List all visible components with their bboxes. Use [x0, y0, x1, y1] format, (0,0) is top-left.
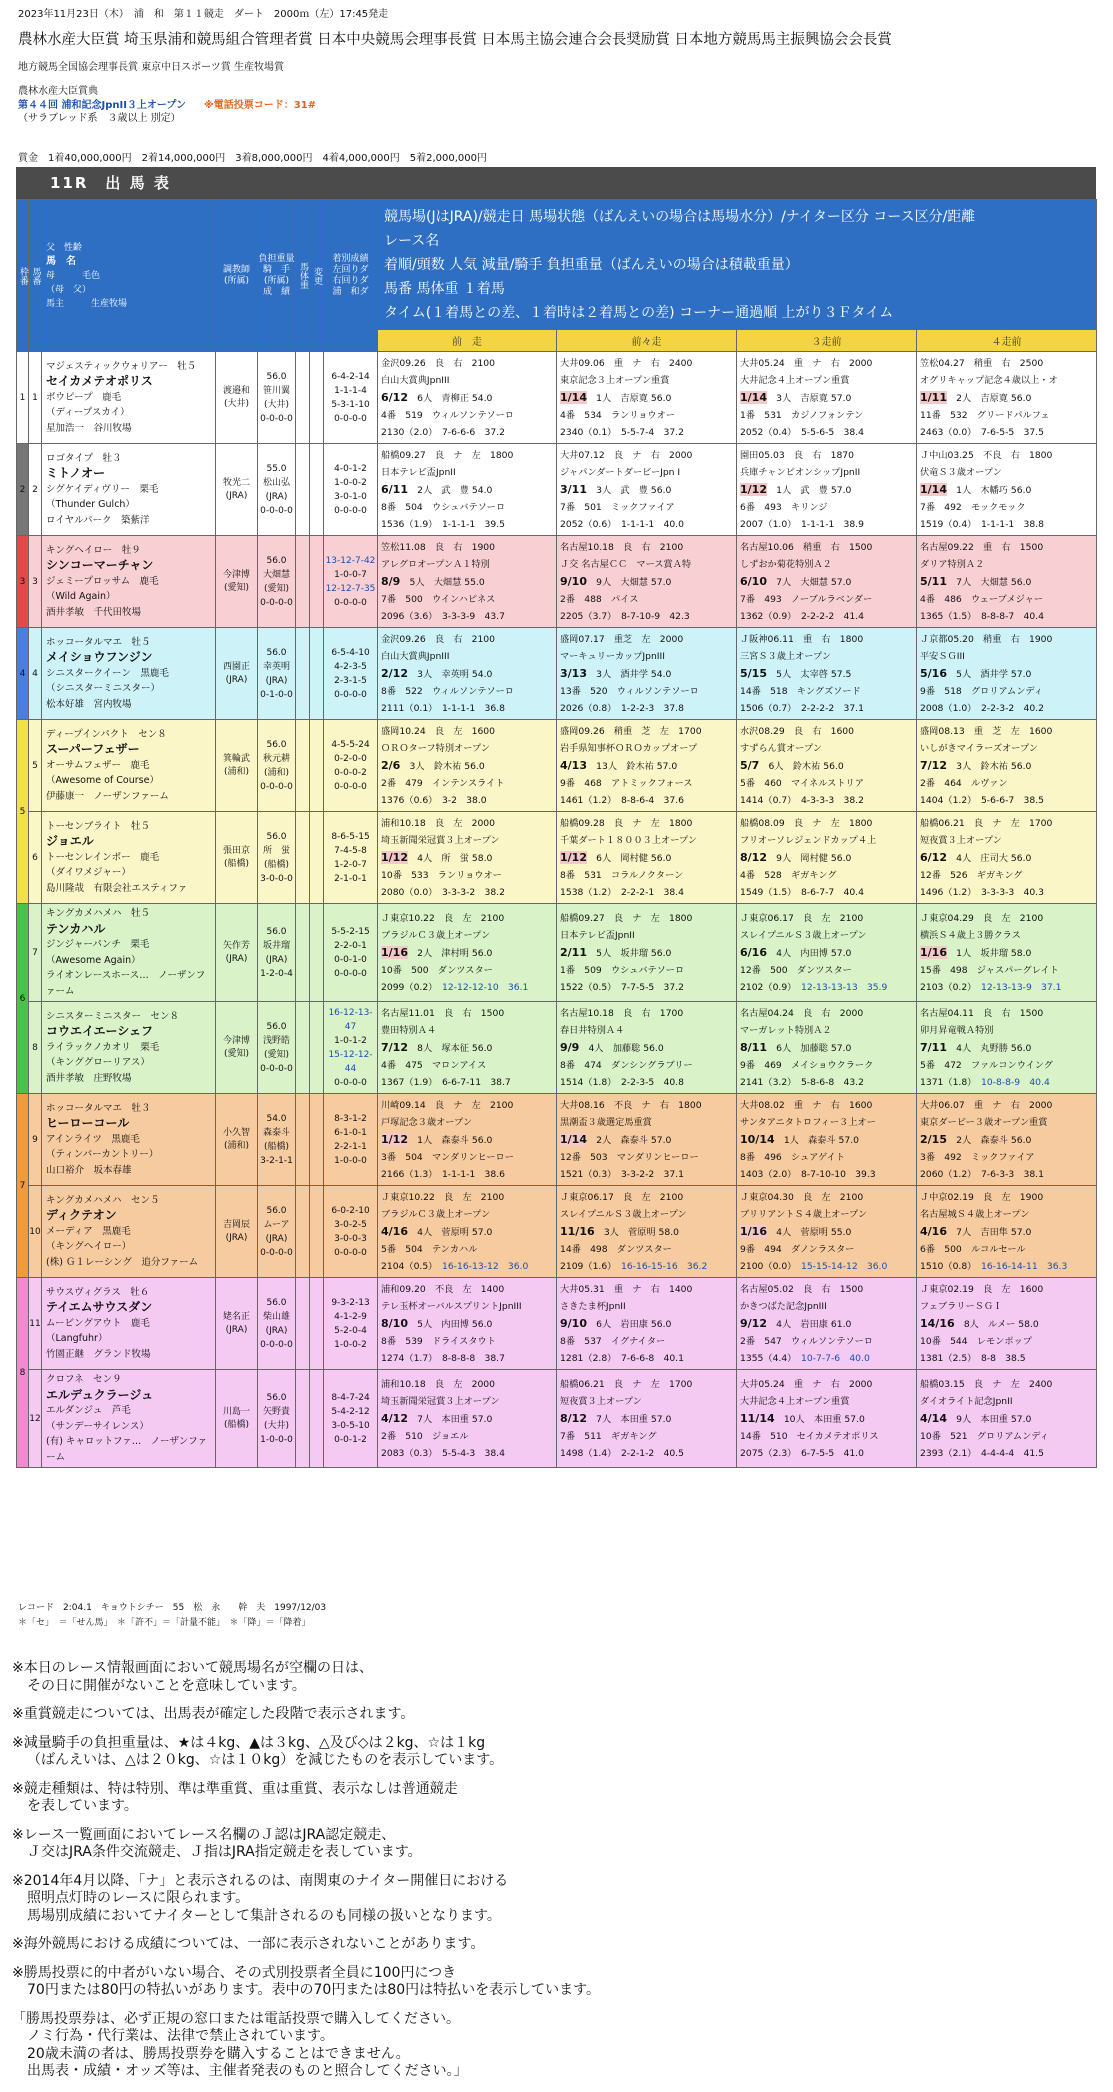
- finish-place: 2/12: [381, 666, 408, 680]
- dam-sire: （Thunder Gulch）: [46, 499, 135, 511]
- finish-place: 10/14: [740, 1132, 775, 1146]
- past-race[interactable]: Ｊ東京04.30 良 左 2100 ブリリアントＳ４歳上オープン 1/16 4人 菅原明 55.0 9番 494 ダノンラスター 2100（0.0） 15-15-14-12 36.0: [737, 1186, 917, 1278]
- dam: オーサムフェザー 鹿毛: [46, 759, 150, 771]
- footer-notes: [12, 1660, 600, 2092]
- record-notes: [18, 1601, 326, 1631]
- finish-place: 3/11: [560, 482, 587, 496]
- finish-place: 1/12: [381, 1132, 408, 1146]
- past-race[interactable]: 名古屋10.06 稍重 右 1500 しずおか菊花特別Ａ２ 6/10 7人 大畑慧 57.0 7番 493 ノーブルラベンダー 1362（0.9） 2-2-2-2 41.4: [737, 536, 917, 628]
- dam: ボウピープ 鹿毛: [46, 391, 122, 403]
- finish-place: 6/12: [920, 850, 947, 864]
- past-race[interactable]: Ｊ京都05.20 稍重 右 1900 平安ＳＧIII 5/16 5人 酒井学 57.0 9番 518 グロリアムンディ 2008（1.0） 2-2-3-2 40.2: [917, 628, 1097, 720]
- dam: ムービングアウト 鹿毛: [46, 1317, 150, 1329]
- record: 8-3-1-2 6-1-0-1 2-2-1-1 1-0-0-0: [324, 1094, 378, 1186]
- jockey: 54.0 森泰斗 (船橋) 3-2-1-1: [258, 1094, 296, 1186]
- record-line: レコード 2:04.1 キョウトシチー 55 松 永 幹 夫 1997/12/03: [18, 1603, 327, 1613]
- finish-place: 8/10: [381, 1316, 408, 1330]
- dam: エルダンジュ 芦毛: [46, 1405, 131, 1416]
- horse-info: [42, 904, 216, 1002]
- col-past-4: ４走前: [917, 330, 1097, 352]
- col-past-2: 前々走: [557, 330, 737, 352]
- past-race[interactable]: 大井05.24 重 ナ 右 2000 大井記念４上オープン重賞 11/14 10人 本田重 57.0 14番 510 セイカメテオポリス 2075（2.3） 6-7-5-5 41.0: [737, 1370, 917, 1468]
- body-weight: [296, 812, 310, 904]
- finish-place: 1/14: [920, 482, 947, 496]
- footer-note: ※競走種類は、特は特別、準は準重賞、重は重賞、表示なしは普通競走 を表しています。: [12, 1780, 458, 1814]
- finish-place: 2/15: [920, 1132, 947, 1146]
- past-race[interactable]: 大井05.31 重 ナ 右 1400 さきたま杯JpnII 9/10 6人 岩田康 56.0 8番 537 イグナイター 1281（2.8） 7-6-6-8 40.1: [557, 1278, 737, 1370]
- sire: ロゴタイプ 牡３: [46, 452, 122, 464]
- horse-name[interactable]: ヒーローコール: [46, 1116, 130, 1131]
- horse-info: [42, 1186, 216, 1278]
- waku-number: 2: [17, 444, 29, 536]
- past-race[interactable]: 盛岡09.26 稍重 芝 左 1700 岩手県知事杯ＯＲＯカップオープ 4/13 13人 鈴木祐 57.0 9番 468 アトミックフォース 1461（1.2） 8-8-6-4 37.6: [557, 720, 737, 812]
- owner: 星加浩一 谷川牧場: [46, 422, 132, 434]
- sire: サウスヴィグラス 牡６: [46, 1286, 150, 1298]
- dam-sire: （Awesome of Course）: [46, 775, 159, 787]
- record: 6-5-4-10 4-2-3-5 2-3-1-5 0-0-0-0: [324, 628, 378, 720]
- past-race[interactable]: 船橋06.21 良 ナ 左 1700 短夜賞３上オープン 6/12 4人 庄司大 56.0 12番 526 ギガキング 1496（1.2） 3-3-3-3 40.3: [917, 812, 1097, 904]
- finish-place: 6/10: [740, 574, 767, 588]
- finish-place: 14/16: [920, 1316, 955, 1330]
- horse-info: [42, 812, 216, 904]
- dam: ジンジャーパンチ 栗毛: [46, 939, 150, 950]
- finish-place: 9/9: [560, 1040, 580, 1054]
- past-race[interactable]: 名古屋11.01 良 右 1500 豊田特別Ａ４ 7/12 8人 塚本征 56.0 4番 475 マロンアイス 1367（1.9） 6-6-7-11 38.7: [378, 1002, 557, 1094]
- record: 16-12-13-47 1-0-1-2 15-12-12-44 0-0-0-0: [324, 1002, 378, 1094]
- owner: 松本好雄 宮内牧場: [46, 698, 132, 710]
- trainer: 川島一 (船橋): [216, 1370, 258, 1468]
- jockey: 56.0 坂井瑠 (JRA) 1-2-0-4: [258, 904, 296, 1002]
- award-subtitles: 地方競馬全国協会理事長賞 東京中日スポーツ賞 生産牧場賞: [18, 62, 284, 73]
- dam: トーセンレインボー 鹿毛: [46, 851, 160, 863]
- body-weight: [296, 1186, 310, 1278]
- past-race[interactable]: 金沢09.26 良 右 2100 白山大賞典JpnIII 2/12 3人 幸英明 54.0 8番 522 ウィルソンテソーロ 2111（0.1） 1-1-1-1 36.8: [378, 628, 557, 720]
- footer-note: ※2014年4月以降、「ナ」と表示されるのは、南関東のナイター開催日における 照明点灯時のレースに限られます。 馬場別成績においてナイターとして集計されるのも同様の扱いとなります。: [12, 1872, 509, 1924]
- past-race[interactable]: 盛岡08.13 重 芝 左 1600 いしがきマイラーズオープン 7/12 3人 鈴木祐 56.0 2番 464 ルヴァン 1404（1.2） 5-6-6-7 38.5: [917, 720, 1097, 812]
- horse-row: [17, 628, 1097, 720]
- change: [310, 536, 324, 628]
- jockey: 56.0 矢野貴 (大井) 1-0-0-0: [258, 1370, 296, 1468]
- horse-row: [17, 812, 1097, 904]
- trainer: 渡邉和 (大井): [216, 352, 258, 444]
- dam: アインライツ 黒鹿毛: [46, 1133, 140, 1145]
- body-weight: [296, 720, 310, 812]
- race-name: 第４４回 浦和記念JpnII３上オープン: [18, 99, 187, 111]
- horse-name[interactable]: ジョエル: [46, 834, 94, 849]
- umaban: 12: [29, 1370, 42, 1468]
- sire: トーセンブライト 牡５: [46, 820, 151, 832]
- finish-place: 1/16: [381, 945, 408, 959]
- dam-sire: （Awesome Again）: [46, 954, 141, 966]
- past-race[interactable]: Ｊ東京10.22 良 左 2100 ブラジルＣ３歳上オープン 4/16 4人 菅原明 57.0 5番 504 テンカハル 2104（0.5） 16-16-13-12 36.0: [378, 1186, 557, 1278]
- record: 8-6-5-15 7-4-5-8 1-2-0-7 2-1-0-1: [324, 812, 378, 904]
- race-card-banner: 11R 出 馬 表: [16, 167, 1096, 199]
- finish-place: 4/12: [381, 1411, 408, 1425]
- past-race[interactable]: 名古屋04.11 良 右 1500 卯月昇竜戦Ａ特別 7/11 4人 丸野勝 56.0 5番 472 ファルコンウイング 1371（1.8） 10-8-8-9 40.4: [917, 1002, 1097, 1094]
- waku-number: 8: [17, 1278, 29, 1468]
- waku-number: 4: [17, 628, 29, 720]
- trainer: 小久智 (浦和): [216, 1094, 258, 1186]
- horse-name[interactable]: コウエイエーシェフ: [46, 1024, 154, 1039]
- finish-place: 8/12: [560, 1411, 587, 1425]
- horse-row: [17, 904, 1097, 1002]
- finish-place: 7/12: [920, 758, 947, 772]
- vote-code: ※電話投票コード：31#: [204, 99, 317, 111]
- col-waku: 枠番: [17, 200, 29, 352]
- umaban: 6: [29, 812, 42, 904]
- finish-place: 1/12: [740, 482, 767, 496]
- past-race[interactable]: 船橋08.09 良 ナ 左 1800 フリオーソレジェンドカップ４上 8/12 9人 岡村健 56.0 4番 528 ギガキング 1549（1.5） 8-6-7-7 40.4: [737, 812, 917, 904]
- change: [310, 720, 324, 812]
- past-race[interactable]: 浦和09.20 不良 左 1400 テレ玉杯オーバルスプリントJpnIII 8/10 5人 内田博 56.0 8番 539 ドライスタウト 1274（1.7） 8-8-8-8 38.7: [378, 1278, 557, 1370]
- past-race[interactable]: 名古屋05.02 良 右 1500 かきつばた記念JpnIII 9/12 4人 岩田康 61.0 2番 547 ウィルソンテソーロ 1355（4.4） 10-7-7-6 40.0: [737, 1278, 917, 1370]
- col-change: 変更: [310, 200, 324, 352]
- past-race[interactable]: 浦和10.18 良 左 2000 埼玉新聞栄冠賞３上オープン 4/12 7人 本田重 57.0 2番 510 ジョエル 2083（0.3） 5-5-4-3 38.4: [378, 1370, 557, 1468]
- finish-place: 9/12: [740, 1316, 767, 1330]
- finish-place: 5/16: [920, 666, 947, 680]
- finish-place: 8/9: [381, 574, 401, 588]
- horse-info: [42, 536, 216, 628]
- waku-number: 7: [17, 1094, 29, 1278]
- horse-name[interactable]: シンコーマーチャン: [46, 558, 154, 573]
- umaban: 9: [29, 1094, 42, 1186]
- waku-number: 1: [17, 352, 29, 444]
- sire: シニスターミニスター セン８: [46, 1010, 180, 1022]
- trainer: 姥名正 (JRA): [216, 1278, 258, 1370]
- umaban: 5: [29, 720, 42, 812]
- finish-place: 1/14: [740, 390, 767, 404]
- owner: (株) Ｇ１レーシング 追分ファーム: [46, 1256, 199, 1268]
- past-race[interactable]: 水沢08.29 良 右 1600 すずらん賞オープン 5/7 6人 鈴木祐 56.0 5番 460 マイネルストリア 1414（0.7） 4-3-3-3 38.2: [737, 720, 917, 812]
- umaban: 7: [29, 904, 42, 1002]
- horse-info: [42, 1094, 216, 1186]
- body-weight: [296, 628, 310, 720]
- col-record: 着別成績 左回りダ 右回りダ 浦 和ダ: [324, 200, 378, 352]
- finish-place: 7/11: [920, 1040, 947, 1054]
- dam-sire: （シニスターミニスター）: [46, 683, 161, 695]
- past-race[interactable]: Ｊ東京02.19 良 左 1600 フェブラリーＳＧＩ 14/16 8人 ルメー 58.0 10番 544 レモンポップ 1381（2.5） 8-8 38.5: [917, 1278, 1097, 1370]
- horse-row: [17, 1186, 1097, 1278]
- past-race[interactable]: 大井08.16 不良 ナ 右 1800 黒潮盃３歳選定馬重賞 1/14 2人 森泰斗 57.0 12番 503 マンダリンヒーロー 1521（0.3） 3-3-2-2 37.1: [557, 1094, 737, 1186]
- footer-note: ※重賞競走については、出馬表が確定した段階で表示されます。: [12, 1706, 415, 1722]
- jockey: 56.0 ムーア (JRA) 0-0-0-0: [258, 1186, 296, 1278]
- owner: ライオンレースホース… ノーザンファーム: [46, 970, 206, 997]
- col-umaban: 馬番: [29, 200, 42, 352]
- body-weight: [296, 444, 310, 536]
- dam: シグケイディヴリー 栗毛: [46, 483, 159, 495]
- past-race[interactable]: 笠松04.27 稍重 右 2500 オグリキャップ記念４歳以上・オ 1/11 2人 吉原寛 56.0 11番 532 グリードパルフェ 2463（0.0） 7-6-5-5 37.5: [917, 352, 1097, 444]
- record: 6-4-2-14 1-1-1-4 5-3-1-10 0-0-0-0: [324, 352, 378, 444]
- finish-place: 4/16: [920, 1224, 947, 1238]
- owner: 伊藤康一 ノーザンファーム: [46, 790, 169, 802]
- finish-place: 4/13: [560, 758, 587, 772]
- change: [310, 812, 324, 904]
- race-header: 2023年11月23日（木） 浦 和 第１１競走 ダート 2000ｍ（左）17:45発走: [18, 9, 389, 20]
- race-card-table: [16, 199, 1097, 1468]
- finish-place: 1/12: [381, 850, 408, 864]
- footer-note: ※本日のレース情報画面において競馬場名が空欄の日は、 その日に開催がないことを意味しています。: [12, 1660, 374, 1694]
- past-race[interactable]: 船橋09.28 良 ナ 左 1800 千葉ダート１８００３上オープン 1/12 6人 岡村健 56.0 8番 531 コラルノクターン 1538（1.2） 2-2-2-1 38.4: [557, 812, 737, 904]
- past-race[interactable]: 名古屋04.24 良 右 2000 マーガレット特別Ａ２ 8/11 6人 加藤聡 57.0 9番 469 メイショウクラーク 2141（3.2） 5-8-6-8 43.2: [737, 1002, 917, 1094]
- umaban: 4: [29, 628, 42, 720]
- finish-place: 5/11: [920, 574, 947, 588]
- trainer: 吉岡辰 (JRA): [216, 1186, 258, 1278]
- horse-row: [17, 536, 1097, 628]
- sire: マジェスティックウォリアー 牡５: [46, 360, 197, 372]
- prize-money: 賞金 1着40,000,000円 2着14,000,000円 3着8,000,000円 4着4,000,000円 5着2,000,000円: [18, 153, 488, 164]
- footer-note: 「勝馬投票券は、必ず正規の窓口または電話投票で購入してください。 ノミ行為・代行業は、法律で禁止されています。 20歳未満の者は、勝馬投票券を購入することはできません。 出馬表・成績・オッズ等は、主催者発表のものと照合してください。」: [12, 2010, 468, 2079]
- horse-name[interactable]: テイエムサウスダン: [46, 1300, 153, 1315]
- col-horse-info: 父 性齢 馬 名 母 毛色 （母 父） 馬主 生産牧場: [42, 200, 216, 352]
- past-race[interactable]: 船橋06.21 良 ナ 左 1700 短夜賞３上オープン 8/12 7人 本田重 57.0 7番 511 ギガキング 1498（1.4） 2-2-1-2 40.5: [557, 1370, 737, 1468]
- horse-name[interactable]: エルデュクラージュ: [46, 1387, 154, 1402]
- horse-row: [17, 352, 1097, 444]
- past-race[interactable]: Ｊ東京06.17 良 左 2100 スレイプニルＳ３歳上オープン 6/16 4人 内田博 57.0 12番 500 ダンツスター 2102（0.9） 12-13-13-13 35.9: [737, 904, 917, 1002]
- horse-row: [17, 1370, 1097, 1468]
- horse-info: [42, 1370, 216, 1468]
- sire: ホッコータルマエ 牡３: [46, 1102, 151, 1114]
- past-race[interactable]: 浦和10.18 良 左 2000 埼玉新聞栄冠賞３上オープン 1/12 4人 所 蛍 58.0 10番 533 ランリョウオー 2080（0.0） 3-3-3-2 38.2: [378, 812, 557, 904]
- waku-number: 6: [17, 904, 29, 1094]
- past-race[interactable]: Ｊ東京04.29 良 左 2100 横浜Ｓ４歳上３勝クラス 1/16 1人 坂井瑠 58.0 15番 498 ジャスパーグレイト 2103（0.2） 12-13-13-9 37.1: [917, 904, 1097, 1002]
- finish-place: 6/11: [381, 482, 408, 496]
- finish-place: 11/14: [740, 1411, 775, 1425]
- grade-line: 農林水産大臣賞典: [18, 86, 98, 97]
- horse-row: [17, 1002, 1097, 1094]
- owner: 山口裕介 坂本春雄: [46, 1164, 132, 1176]
- waku-number: 5: [17, 720, 29, 904]
- dam-sire: （ダイワメジャー）: [46, 867, 131, 879]
- body-weight: [296, 1278, 310, 1370]
- trainer: 箕輪武 (浦和): [216, 720, 258, 812]
- finish-place: 4/16: [381, 1224, 408, 1238]
- past-race[interactable]: 盛岡10.24 良 左 1600 ＯＲＯターフ特別オープン 2/6 3人 鈴木祐 56.0 2番 479 インテンスライト 1376（0.6） 3-2 38.0: [378, 720, 557, 812]
- past-race[interactable]: Ｊ東京06.17 良 左 2100 スレイプニルＳ３歳上オープン 11/16 3人 菅原明 58.0 14番 498 ダンツスター 2109（1.6） 16-16-15-16 36.2: [557, 1186, 737, 1278]
- past-race[interactable]: Ｊ阪神06.11 重 右 1800 三宮Ｓ３歳上オープン 5/15 5人 太宰啓 57.5 14番 518 キングズソード 1506（0.7） 2-2-2-2 37.1: [737, 628, 917, 720]
- trainer: 今津博 (愛知): [216, 1002, 258, 1094]
- record: 4-0-1-2 1-0-0-2 3-0-1-0 0-0-0-0: [324, 444, 378, 536]
- finish-place: 4/14: [920, 1411, 947, 1425]
- finish-place: 1/16: [920, 945, 947, 959]
- trainer: 矢作芳 (JRA): [216, 904, 258, 1002]
- finish-place: 1/14: [560, 1132, 587, 1146]
- record: 13-12-7-42 1-0-0-7 12-12-7-35 0-0-0-0: [324, 536, 378, 628]
- horse-name[interactable]: スーパーフェザー: [46, 742, 140, 757]
- trainer: 張田京 (船橋): [216, 812, 258, 904]
- jockey: 56.0 笹川翼 (大井) 0-0-0-0: [258, 352, 296, 444]
- jockey: 56.0 幸英明 (JRA) 0-1-0-0: [258, 628, 296, 720]
- past-race[interactable]: 名古屋09.22 重 右 1500 ダリア特別Ａ２ 5/11 7人 大畑慧 56.0 4番 486 ウェーブメジャー 1365（1.5） 8-8-8-7 40.4: [917, 536, 1097, 628]
- record: 6-0-2-10 3-0-2-5 3-0-0-3 0-0-0-0: [324, 1186, 378, 1278]
- horse-info: [42, 352, 216, 444]
- horse-name[interactable]: メイショウフンジン: [46, 650, 153, 665]
- change: [310, 628, 324, 720]
- past-race[interactable]: 船橋09.27 良 ナ 左 1800 日本テレビ盃JpnII 2/11 5人 坂井瑠 56.0 1番 509 ウシュバテソーロ 1522（0.5） 7-7-5-5 37.2: [557, 904, 737, 1002]
- finish-place: 3/13: [560, 666, 587, 680]
- dam: ジェミープロッサム 鹿毛: [46, 575, 159, 587]
- horse-info: [42, 1002, 216, 1094]
- finish-place: 8/11: [740, 1040, 767, 1054]
- sire: ディープインパクト セン８: [46, 728, 167, 740]
- change: [310, 352, 324, 444]
- col-weight: 馬体重: [296, 200, 310, 352]
- trainer: 西園正 (JRA): [216, 628, 258, 720]
- waku-number: 3: [17, 536, 29, 628]
- finish-place: 5/7: [740, 758, 760, 772]
- trainer: 牧光二 (JRA): [216, 444, 258, 536]
- horse-row: [17, 444, 1097, 536]
- past-race[interactable]: Ｊ東京10.22 良 左 2100 ブラジルＣ３歳上オープン 1/16 2人 津村明 56.0 10番 500 ダンツスター 2099（0.2） 12-12-12-10 36.1: [378, 904, 557, 1002]
- finish-place: 9/10: [560, 574, 587, 588]
- jockey: 56.0 柴山雄 (JRA) 0-0-0-0: [258, 1278, 296, 1370]
- jockey: 56.0 所 蛍 (船橋) 3-0-0-0: [258, 812, 296, 904]
- footer-note: ※海外競馬における成績については、一部に表示されないことがあります。: [12, 1936, 485, 1952]
- dam-sire: （キングヘイロー）: [46, 1241, 132, 1253]
- dam-sire: （キンググローリアス）: [46, 1057, 150, 1069]
- sire: キングヘイロー 牡９: [46, 544, 141, 556]
- finish-place: 9/10: [560, 1316, 587, 1330]
- past-race[interactable]: 大井06.07 重 ナ 右 2000 東京ダービー３歳オープン重賞 2/15 2人 森泰斗 56.0 3番 492 ミックファイア 2060（1.2） 7-6-3-3 38.1: [917, 1094, 1097, 1186]
- past-race[interactable]: 船橋03.15 良 ナ 左 2400 ダイオライト記念JpnII 4/14 9人 本田重 57.0 10番 521 グロリアムンディ 2393（2.1） 4-4-4-4 41.5: [917, 1370, 1097, 1468]
- dam: メーディア 黒鹿毛: [46, 1225, 131, 1237]
- past-race[interactable]: 川崎09.14 良 ナ 左 2100 戸塚記念３歳オープン 1/12 1人 森泰斗 56.0 3番 504 マンダリンヒーロー 2166（1.3） 1-1-1-1 38.6: [378, 1094, 557, 1186]
- horse-info: [42, 444, 216, 536]
- sire: クロフネ セン９: [46, 1374, 122, 1385]
- horse-name[interactable]: テンカハル: [46, 921, 106, 936]
- past-race[interactable]: 園田05.03 良 右 1870 兵庫チャンピオンシップJpnII 1/12 1人 武 豊 57.0 6番 493 キリンジ 2007（1.0） 1-1-1-1 38.9: [737, 444, 917, 536]
- finish-place: 1/11: [920, 390, 947, 404]
- jockey: 56.0 浅野皓 (愛知) 0-0-0-0: [258, 1002, 296, 1094]
- owner: 酒井孝敏 千代田牧場: [46, 606, 142, 618]
- finish-place: 7/12: [381, 1040, 408, 1054]
- record: 4-5-5-24 0-2-0-0 0-0-0-2 0-0-0-0: [324, 720, 378, 812]
- horse-row: [17, 1278, 1097, 1370]
- body-weight: [296, 1094, 310, 1186]
- footer-note: ※レース一覧画面においてレース名欄のＪ認はJRA認定競走、 Ｊ交はJRA条件交流競走、Ｊ指はJRA指定競走を表しています。: [12, 1826, 422, 1860]
- horse-name[interactable]: ディクテオン: [46, 1208, 117, 1223]
- finish-place: 6/12: [381, 390, 408, 404]
- body-weight: [296, 1002, 310, 1094]
- footer-note: ※減量騎手の負担重量は、★は４kg、▲は３kg、△及び◇は２kg、☆は１kg （ばんえいは、△は２０kg、☆は１０kg）を減じたものを表示しています。: [12, 1734, 504, 1768]
- finish-place: 5/15: [740, 666, 767, 680]
- finish-place: 2/11: [560, 945, 587, 959]
- past-race[interactable]: 盛岡07.17 重芝 左 2000 マーキュリーカップJpnIII 3/13 3人 酒井学 54.0 13番 520 ウィルソンテソーロ 2026（0.8） 1-2-2-3 37.8: [557, 628, 737, 720]
- change: [310, 1002, 324, 1094]
- finish-place: 6/16: [740, 945, 767, 959]
- finish-place: 1/14: [560, 390, 587, 404]
- body-weight: [296, 904, 310, 1002]
- dam-sire: （ティンバーカントリー）: [46, 1149, 159, 1161]
- past-race[interactable]: 名古屋10.18 良 右 2100 Ｊ交 名古屋ＣＣ マース賞Ａ特 9/10 9人 大畑慧 57.0 2番 488 パイス 2205（3.7） 8-7-10-9 42.3: [557, 536, 737, 628]
- umaban: 2: [29, 444, 42, 536]
- sire: ホッコータルマエ 牡５: [46, 636, 151, 648]
- finish-place: 8/12: [740, 850, 767, 864]
- past-race[interactable]: 名古屋10.18 良 右 1700 春日井特別Ａ４ 9/9 4人 加藤聡 56.0 8番 474 ダンシングラブリー 1514（1.8） 2-2-3-5 40.8: [557, 1002, 737, 1094]
- sire: キングカメハメハ 牡５: [46, 908, 151, 919]
- past-race[interactable]: 大井09.06 重 ナ 右 2400 東京記念３上オープン重賞 1/14 1人 吉原寛 56.0 4番 534 ランリョウオー 2340（0.1） 5-5-7-4 37.2: [557, 352, 737, 444]
- race-grade-block: [18, 85, 316, 126]
- owner: ロイヤルパーク 築紫洋: [46, 514, 150, 526]
- umaban: 8: [29, 1002, 42, 1094]
- change: [310, 1186, 324, 1278]
- past-race[interactable]: Ｊ中京02.19 良 左 1900 名古屋城Ｓ４歳上オープン 4/16 7人 吉田隼 57.0 6番 500 ルコルセール 1510（0.8） 16-16-14-11 36.3: [917, 1186, 1097, 1278]
- body-weight: [296, 536, 310, 628]
- record: 8-4-7-24 5-4-2-12 3-0-5-10 0-0-1-2: [324, 1370, 378, 1468]
- owner: 酒井孝敏 庄野牧場: [46, 1072, 132, 1084]
- umaban: 3: [29, 536, 42, 628]
- abbrev-line: ＊「セ」 ＝「せん馬」 ＊「許不」＝「計量不能」 ＊「降」＝「降着」: [18, 1618, 311, 1628]
- sire: キングカメハメハ セン５: [46, 1194, 160, 1206]
- body-weight: [296, 352, 310, 444]
- dam-sire: （ディープスカイ）: [46, 407, 130, 419]
- past-race[interactable]: 金沢09.26 良 右 2100 白山大賞典JpnIII 6/12 6人 青柳正 54.0 4番 519 ウィルソンテソーロ 2130（2.0） 7-6-6-6 37.2: [378, 352, 557, 444]
- horse-info: [42, 628, 216, 720]
- horse-row: [17, 720, 1097, 812]
- dam: ライラックノカオリ 栗毛: [46, 1041, 160, 1053]
- owner: 島川隆哉 有限会社エスティファ: [46, 882, 188, 894]
- finish-place: 1/16: [740, 1224, 767, 1238]
- horse-info: [42, 720, 216, 812]
- race-conditions: （サラブレッド系 ３歳以上 別定）: [18, 113, 181, 124]
- change: [310, 1370, 324, 1468]
- past-race[interactable]: 大井07.12 良 ナ 右 2000 ジャパンダートダービーJpn I 3/11 3人 武 豊 56.0 7番 501 ミックファイア 2052（0.6） 1-1-1-1 40.0: [557, 444, 737, 536]
- record: 5-5-2-15 2-2-0-1 0-0-1-0 0-0-0-0: [324, 904, 378, 1002]
- umaban: 1: [29, 352, 42, 444]
- horse-name[interactable]: セイカメテオポリス: [46, 374, 153, 389]
- past-race[interactable]: Ｊ中山03.25 不良 右 1800 伏竜Ｓ３歳オープン 1/14 1人 木幡巧 56.0 7番 492 モックモック 1519（0.4） 1-1-1-1 38.8: [917, 444, 1097, 536]
- record: 9-3-2-13 4-1-2-9 5-2-0-4 1-0-0-2: [324, 1278, 378, 1370]
- finish-place: 2/6: [381, 758, 401, 772]
- jockey: 56.0 大畑慧 (愛知) 0-0-0-0: [258, 536, 296, 628]
- change: [310, 904, 324, 1002]
- dam-sire: （Langfuhr）: [46, 1333, 108, 1345]
- finish-place: 1/12: [560, 850, 587, 864]
- col-past-1: 前 走: [378, 330, 557, 352]
- body-weight: [296, 1370, 310, 1468]
- change: [310, 444, 324, 536]
- change: [310, 1094, 324, 1186]
- past-legend: 競馬場(JはJRA)/競走日 馬場状態（ばんえいの場合は馬場水分）/ナイター区分 コース区分/距離 レース名 着順/頭数 人気 減量/騎手 負担重量（ばんえいの場合は積載重量） 馬番 馬体重 １着馬 タイム(１着馬との差、１着時は２着馬との差) コーナー通過順 上がり３Ｆタイム: [378, 200, 1097, 330]
- dam-sire: （Wild Again）: [46, 591, 116, 603]
- jockey: 56.0 秋元耕 (浦和) 0-0-0-0: [258, 720, 296, 812]
- umaban: 10: [29, 1186, 42, 1278]
- owner: (有) キャロットファ… ノーザンファーム: [46, 1436, 208, 1463]
- col-past-3: ３走前: [737, 330, 917, 352]
- umaban: 11: [29, 1278, 42, 1370]
- jockey: 55.0 松山弘 (JRA) 0-0-0-0: [258, 444, 296, 536]
- horse-info: [42, 1278, 216, 1370]
- horse-name[interactable]: ミトノオー: [46, 466, 106, 481]
- dam: シニスタークイーン 黒鹿毛: [46, 667, 169, 679]
- owner: 竹園正継 グランド牧場: [46, 1348, 151, 1360]
- footer-note: ※勝馬投票に的中者がいない場合、その式別投票者全員に100円につき 70円または80円の特払いがあります。表中の70円または80円は特払いを表示しています。: [12, 1964, 601, 1998]
- award-titles: 農林水産大臣賞 埼玉県浦和競馬組合管理者賞 日本中央競馬会理事長賞 日本馬主協会連合会長奨励賞 日本地方競馬馬主振興協会会長賞: [18, 32, 892, 48]
- trainer: 今津博 (愛知): [216, 536, 258, 628]
- past-race[interactable]: 船橋09.27 良 ナ 左 1800 日本テレビ盃JpnII 6/11 2人 武 豊 54.0 8番 504 ウシュバテソーロ 1536（1.9） 1-1-1-1 39.5: [378, 444, 557, 536]
- horse-row: [17, 1094, 1097, 1186]
- dam-sire: （サンデーサイレンス）: [46, 1420, 149, 1432]
- col-trainer: 調教師 (所属): [216, 200, 258, 352]
- past-race[interactable]: 笠松11.08 良 右 1900 アレグロオープンＡ１特別 8/9 5人 大畑慧 55.0 7番 500 ウインハピネス 2096（3.6） 3-3-3-9 43.7: [378, 536, 557, 628]
- change: [310, 1278, 324, 1370]
- past-race[interactable]: 大井05.24 重 ナ 右 2000 大井記念４上オープン重賞 1/14 3人 吉原寛 57.0 1番 531 カジノフォンテン 2052（0.4） 5-5-6-5 38.4: [737, 352, 917, 444]
- col-jockey: 負担重量 騎 手 (所属) 成 績: [258, 200, 296, 352]
- past-race[interactable]: 大井08.02 重 ナ 右 1600 サンタアニタトロフィー３上オー 10/14 1人 森泰斗 57.0 8番 496 シュアゲイト 1403（2.0） 8-7-10-10 39.3: [737, 1094, 917, 1186]
- finish-place: 11/16: [560, 1224, 595, 1238]
